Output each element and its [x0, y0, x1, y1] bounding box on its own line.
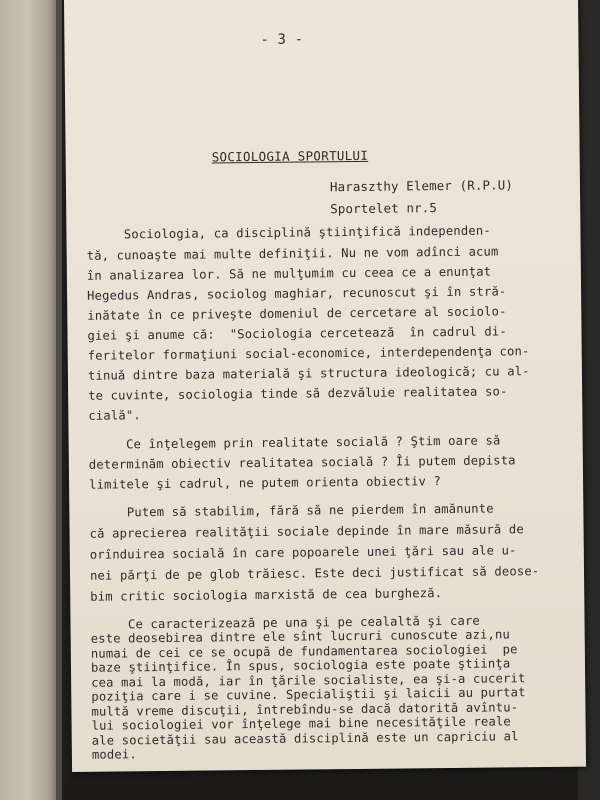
text-line: inătate în ce priveşte domeniul de cercetare al sociolo-	[87, 304, 507, 323]
typewritten-page	[64, 0, 586, 772]
text-line: cea mai la modă, iar în ţările socialiste, ea şi-a cucerit	[91, 670, 526, 690]
text-line: determinăm obiectiv realitatea socială ? Îi putem depista	[88, 453, 516, 472]
text-line: nei părţi de pe glob trăiesc. Este deci justificat să deose-	[89, 564, 540, 583]
text-line: Putem să stabilim, fără să ne pierdem în amănunte	[89, 501, 494, 520]
text-line: Ce înţelegem prin realitate socială ? Ştim oare să	[88, 433, 501, 452]
document-title: SOCIOLOGIA SPORTULUI	[211, 147, 369, 165]
text-line: Hegedus Andras, sociolog maghiar, recunoscut şi în stră-	[87, 284, 507, 303]
text-line: lui sociologiei vor înţelege mai bine necesităţile reale	[91, 714, 511, 733]
binder-spine	[0, 0, 62, 800]
text-line: în analizarea lor. Să ne mulţumim cu ceea ce a enunţat	[86, 264, 492, 283]
text-line: tă, cunoaşte mai multe definiţii. Nu ne vom adînci acum	[86, 244, 499, 263]
text-line: giei şi anume că: "Sociologia cercetează în cadrul di-	[87, 324, 507, 343]
text-line: este deosebirea dintre ele sînt lucruri cunoscute azi,nu	[90, 627, 511, 647]
text-line: cială".	[88, 408, 141, 423]
text-line: Ce caracterizează pe una şi pe cealaltă şi care	[90, 613, 480, 632]
page-number: - 3 -	[260, 31, 304, 48]
text-line: ale societăţii sau această disciplină este un capriciu al	[91, 728, 519, 748]
text-line: orînduirea socială în care popoarele unei ţări sau ale u-	[89, 543, 517, 562]
text-line: numai de cei ce se ocupă de fundamentarea sociologiei pe	[90, 642, 518, 661]
text-line: poziţia care i se cuvine. Specialiştii şi laicii au purtat	[91, 685, 526, 704]
author-line: Haraszthy Elemer (R.P.U)	[329, 177, 514, 195]
text-line: Sociologia, ca disciplină ştiinţifică independen-	[86, 223, 491, 242]
text-line: că aprecierea realităţii sociale depinde în mare măsură de	[89, 522, 524, 541]
text-line: limitele şi cadrul, ne putem orienta obiectiv ?	[89, 474, 442, 492]
text-line: tinuă dintre baza materială şi structura ideologică; cu al-	[87, 364, 530, 383]
text-line: multă vreme discuţii, întrebîndu-se dacă datorită avîntu-	[91, 699, 519, 719]
text-line: feritelor formaţiuni social-economice, interdependenţa con-	[87, 344, 530, 363]
source-line: Sportelet nr.5	[330, 200, 438, 217]
text-line: baze ştiinţifice. În spus, sociologia este poate ştiinţa	[90, 656, 511, 676]
text-line: te cuvinte, sociologia tinde să dezvăluie realitatea so-	[88, 384, 508, 403]
text-line: bim critic sociologia marxistă de cea burgheză.	[90, 586, 443, 604]
text-line: modei.	[91, 747, 137, 762]
